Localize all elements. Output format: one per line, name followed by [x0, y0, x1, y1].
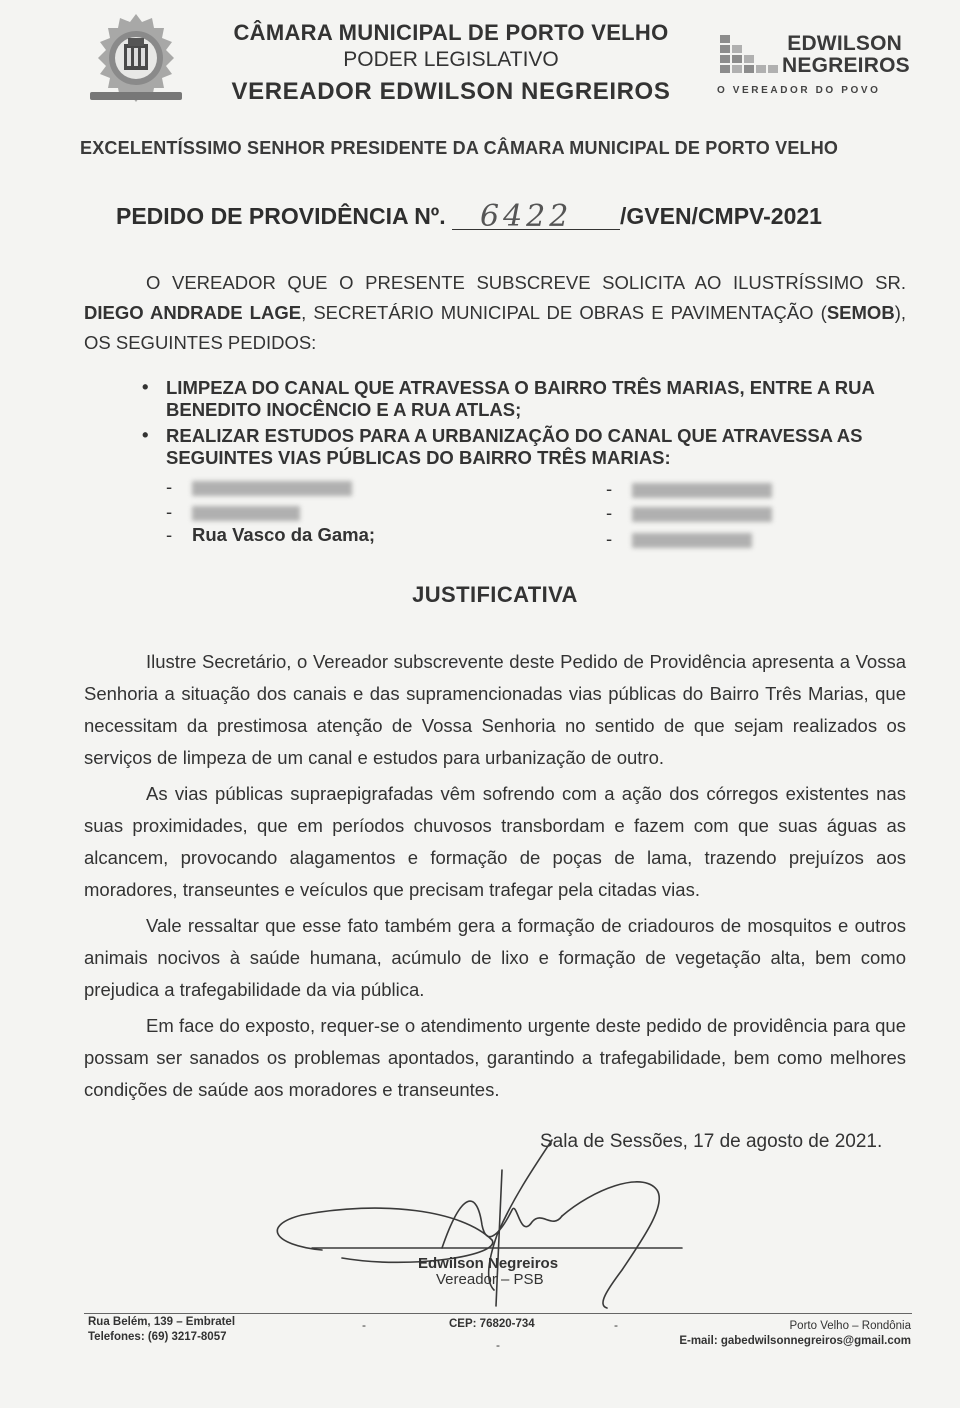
intro-paragraph — [84, 268, 906, 358]
municipal-seal-logo — [82, 10, 190, 108]
justification-paragraph-2: As vias públicas supraepigrafadas vêm sofrendo com a ação dos córregos existentes nas suas proximidades, que em períodos chuvosos transbordam e fazem com que suas águas as alcancem, provocando alagamentos e formação de poças de lama, trazendo prejuízos aos moradores, transeuntes e veículos que precisam trafegar pela citadas vias. — [84, 783, 906, 900]
header-legislative-power: PODER LEGISLATIVO — [343, 48, 559, 71]
footer-email: E-mail: gabedwilsonnegreiros@gmail.com — [679, 1335, 911, 1347]
list-item: • LIMPEZA DO CANAL QUE ATRAVESSA O BAIRRO TRÊS MARIAS, ENTRE A RUA BENEDITO INOCÊNCIO E A RUA ATLAS; — [140, 377, 910, 421]
intro-text-1: O VEREADOR QUE O PRESENTE SUBSCREVE SOLICITA AO ILUSTRÍSSIMO SR. — [146, 272, 906, 293]
secretary-name: DIEGO ANDRADE LAGE — [84, 302, 302, 323]
street-vasco-da-gama: Rua Vasco da Gama; — [192, 524, 376, 545]
logo-name-line-1: EDWILSON — [787, 32, 902, 55]
justification-paragraph-1: Ilustre Secretário, o Vereador subscrevente deste Pedido de Providência apresenta a Vossa Senhoria a situação dos canais e das supramencionadas vias públicas do Bairro Três Marias, que necessitam da prestimosa atenção de Vossa Senhoria no sentido de que sejam realizados os serviços de limpeza de um canal e estudos para urbanização de outro. — [84, 651, 906, 768]
logo-name-line-2: NEGREIROS — [782, 54, 910, 77]
handwritten-request-number: 6422 — [452, 205, 620, 230]
title-suffix: /GVEN/CMPV-2021 — [619, 203, 822, 229]
street-item: - Rua Vasco da Gama; — [166, 524, 376, 545]
semob-acronym: SEMOB — [826, 302, 895, 323]
justification-paragraph-4: Em face do exposto, requer-se o atendimento urgente deste pedido de providência para que possam ser sanados os problemas apontados, garantindo a trafegabilidade, bem como melhores condições de saúde aos moradores e transeuntes. — [84, 1015, 906, 1100]
footer-city: Porto Velho – Rondônia — [789, 1320, 911, 1332]
justification-paragraph-3: Vale ressaltar que esse fato também gera a formação de criadouros de mosquitos e outros animais nocivos à saúde humana, acúmulo de lixo e formação de vegetação alta, bem como prejudica a trafegabilidade da via pública. — [84, 915, 906, 1000]
street-item-redacted: - — [606, 502, 772, 524]
footer-phone: Telefones: (69) 3217-8057 — [88, 1331, 227, 1343]
header-councilman-name: VEREADOR EDWILSON NEGREIROS — [231, 78, 671, 105]
footer-divider — [84, 1313, 912, 1314]
redacted-text — [632, 507, 772, 522]
footer-address: Rua Belém, 139 – Embratel — [88, 1316, 236, 1328]
councilman-logo-blocks-icon — [718, 33, 784, 81]
document-title — [116, 199, 822, 234]
street-item-redacted: - — [166, 501, 300, 523]
signer-role: Vereador – PSB — [436, 1271, 544, 1288]
street-item-redacted: - — [166, 476, 352, 498]
title-prefix: PEDIDO DE PROVIDÊNCIA Nº. — [116, 203, 446, 229]
footer-separator: - — [496, 1338, 500, 1352]
addressee-line: EXCELENTÍSSIMO SENHOR PRESIDENTE DA CÂMARA MUNICIPAL DE PORTO VELHO — [80, 138, 839, 158]
requests-list — [140, 377, 910, 473]
redacted-text — [192, 481, 352, 496]
footer-separator: - — [614, 1318, 618, 1332]
redacted-text — [632, 483, 772, 498]
street-item-redacted: - — [606, 478, 772, 500]
street-item-redacted: - — [606, 528, 752, 550]
footer-cep: CEP: 76820-734 — [449, 1318, 535, 1330]
intro-text-3: ), OS SEGUINTES PEDIDOS: — [84, 302, 906, 353]
header-chamber-name: CÂMARA MUNICIPAL DE PORTO VELHO — [233, 20, 669, 45]
list-item: • REALIZAR ESTUDOS PARA A URBANIZAÇÃO DO CANAL QUE ATRAVESSA AS SEGUINTES VIAS PÚBLICAS DO BAIRRO TRÊS MARIAS: — [140, 425, 910, 469]
place-and-date: Sala de Sessões, 17 de agosto de 2021. — [540, 1131, 883, 1152]
footer-separator: - — [362, 1318, 366, 1332]
logo-tagline: O VEREADOR DO POVO — [717, 85, 881, 96]
councilman-logo-name — [782, 32, 910, 77]
redacted-text — [632, 533, 752, 548]
intro-text-2: , SECRETÁRIO MUNICIPAL DE OBRAS E PAVIMENTAÇÃO ( — [301, 302, 827, 323]
justification-heading: JUSTIFICATIVA — [412, 582, 578, 607]
signer-name: Edwilson Negreiros — [418, 1255, 559, 1272]
redacted-text — [192, 506, 300, 521]
